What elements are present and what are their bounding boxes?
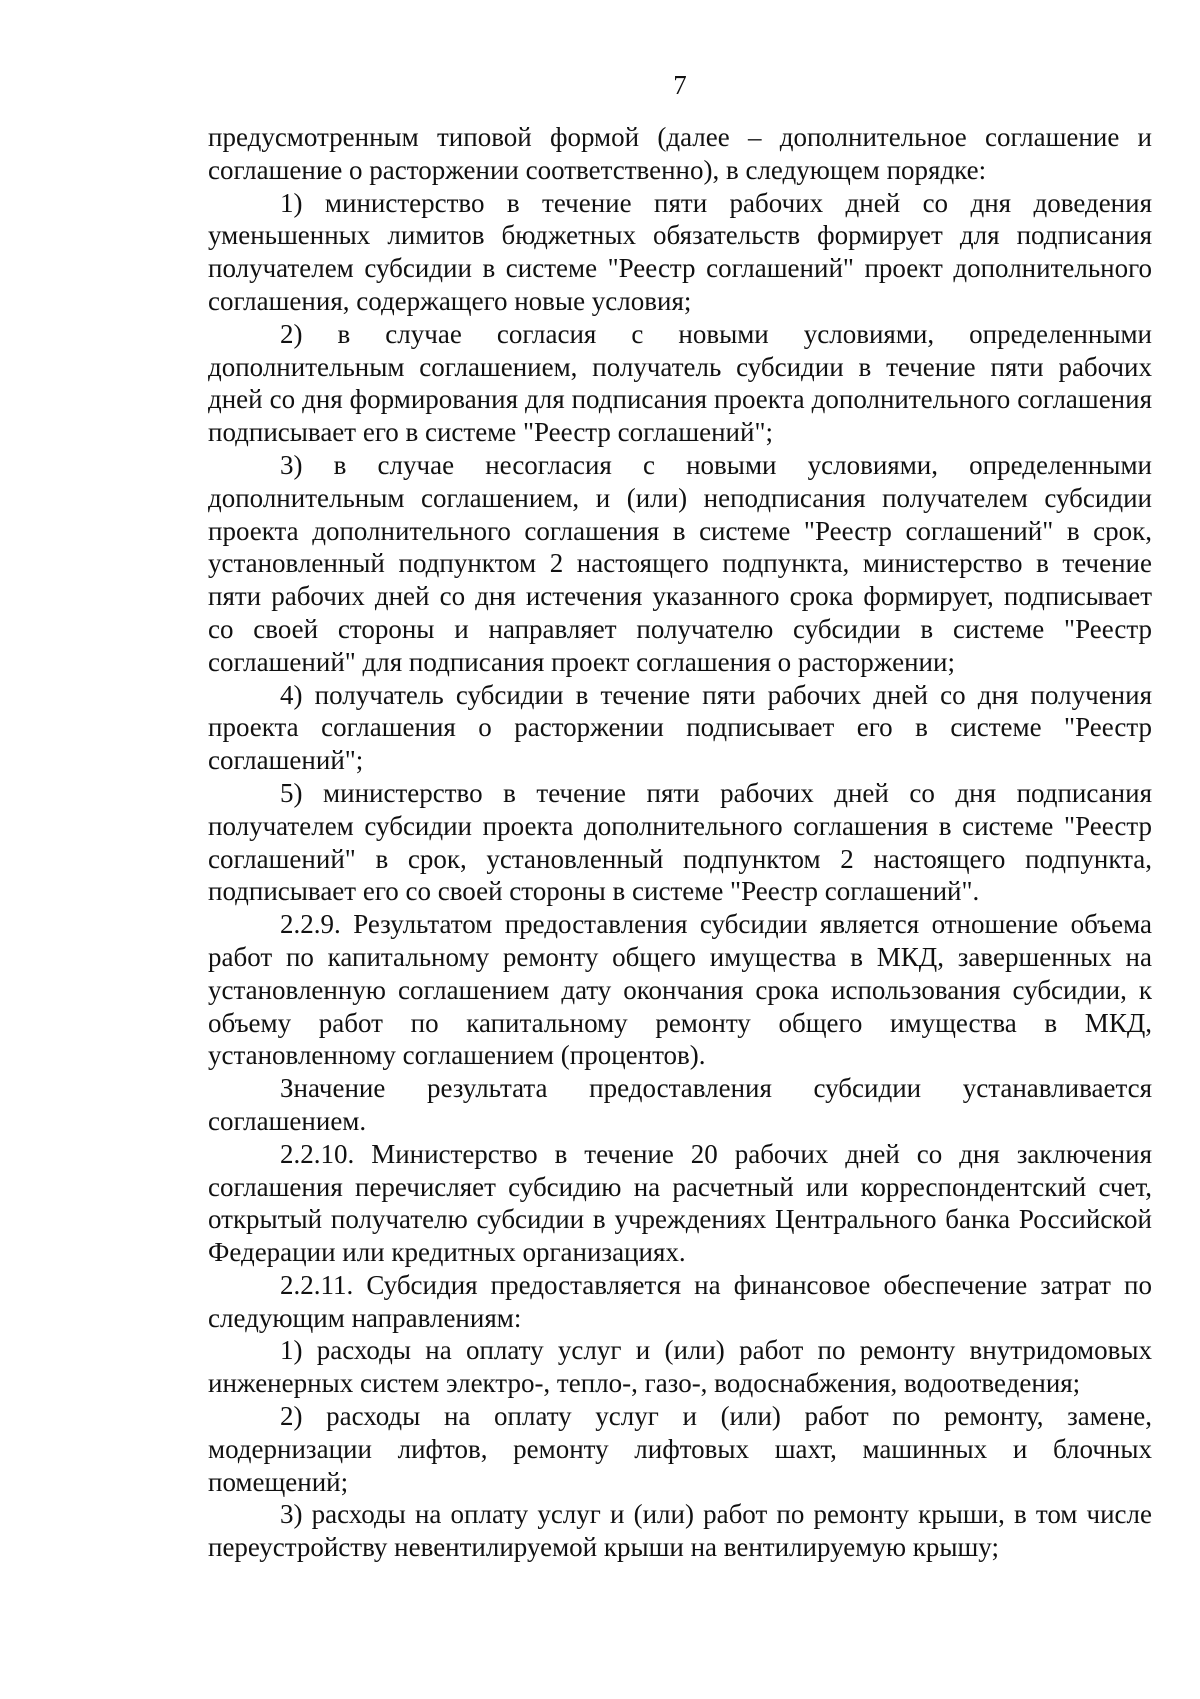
paragraph: Значение результата предоставления субсидии устанавливается соглашением.: [208, 1073, 1152, 1136]
paragraph: 3) расходы на оплату услуг и (или) работ по ремонту крыши, в том числе переустройству невентилируемой крыши на вентилируемую крышу;: [208, 1499, 1152, 1563]
paragraph: 2) в случае согласия с новыми условиями, определенными дополнительным соглашением, получатель субсидии в течение пяти рабочих дней со дня формирования для подписания проекта дополнительного соглашения подписывает его в системе "Реестр соглашений";: [208, 318, 1152, 448]
paragraph: 4) получатель субсидии в течение пяти рабочих дней со дня получения проекта соглашения о расторжении подписывает его в системе "Реестр соглашений";: [208, 679, 1152, 776]
paragraph: 2.2.10. Министерство в течение 20 рабочих дней со дня заключения соглашения перечисляет субсидию на расчетный или корреспондентский счет, открытый получателю субсидии в учреждениях Центрального банка Российской Федерации или кредитных организациях.: [208, 1138, 1152, 1268]
paragraph: 1) расходы на оплату услуг и (или) работ по ремонту внутридомовых инженерных систем электро-, тепло-, газо-, водоснабжения, водоотведения;: [208, 1335, 1152, 1399]
paragraph: 5) министерство в течение пяти рабочих дней со дня подписания получателем субсидии проекта дополнительного соглашения в системе "Реестр соглашений" в срок, установленный подпунктом 2 настоящего подпункта, подписывает его со своей стороны в системе "Реестр соглашений".: [208, 777, 1152, 907]
paragraph: 2.2.11. Субсидия предоставляется на финансовое обеспечение затрат по следующим направлениям:: [208, 1269, 1152, 1333]
document-body: [208, 121, 1152, 1564]
paragraph: 1) министерство в течение пяти рабочих дней со дня доведения уменьшенных лимитов бюджетных обязательств формирует для подписания получателем субсидии в системе "Реестр соглашений" проект дополнительного соглашения, содержащего новые условия;: [208, 187, 1152, 316]
paragraph: 2.2.9. Результатом предоставления субсидии является отношение объема работ по капитальному ремонту общего имущества в МКД, завершенных на установленную соглашением дату окончания срока использования субсидии, к объему работ по капитальному ремонту общего имущества в МКД, установленному соглашением (процентов).: [208, 909, 1152, 1071]
paragraph: 2) расходы на оплату услуг и (или) работ по ремонту, замене, модернизации лифтов, ремонту лифтовых шахт, машинных и блочных помещений;: [208, 1401, 1152, 1497]
paragraph: 3) в случае несогласия с новыми условиями, определенными дополнительным соглашением, и (или) неподписания получателем субсидии проекта дополнительного соглашения в системе "Реестр соглашений" в срок, установленный подпунктом 2 настоящего подпункта, министерство в течение пяти рабочих дней со дня истечения указанного срока формирует, подписывает со своей стороны и направляет получателю субсидии в системе "Реестр соглашений" для подписания проект соглашения о расторжении;: [208, 449, 1152, 677]
paragraph: предусмотренным типовой формой (далее – дополнительное соглашение и соглашение о расторжении соответственно), в следующем порядке:: [208, 122, 1152, 185]
page-number: 7: [673, 70, 687, 100]
